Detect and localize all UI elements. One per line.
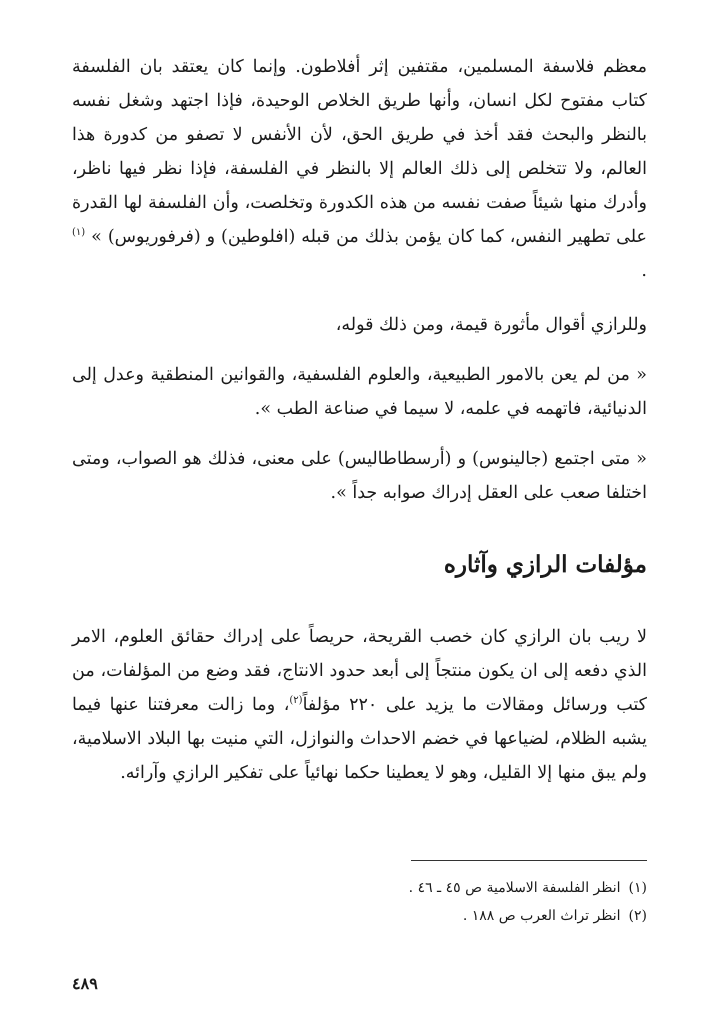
section-heading: مؤلفات الرازي وآثاره (443, 551, 647, 578)
footnote-ref-2: (٢) (289, 695, 303, 707)
footnote-divider (411, 860, 647, 861)
footnote-2 (463, 904, 647, 928)
paragraph-text: معظم فلاسفة المسلمين، مقتفين إثر أفلاطون. وإنما كان يعتقد بان الفلسفة كتاب مفتوح لكل انسان، وأنها طريق الخلاص الوحيدة، فإذا اجتهد وشغل نفسه بالنظر والبحث فقد أخذ في طريق الحق، لأن الأنفس لا تصفو من كدورة هذا العالم، ولا تتخلص إلى ذلك العالم إلا بالنظر في الفلسفة، فإذا نظر فيها ناظر، وأدرك منها شيئاً صفت نفسه من هذه الكدورة وتخلصت، وأن الفلسفة لها القدرة على تطهير النفس، كما كان يؤمن بذلك من قبله (افلوطين) و (فرفوريوس) » (72, 57, 647, 247)
paragraph-philosophy (72, 50, 647, 288)
paragraph-tail: . (641, 261, 647, 281)
quote-second: « متى اجتمع (جالينوس) و (أرسطاطاليس) على معنى، فذلك هو الصواب، ومتى اختلفا صعب على العقل إدراك صوابه جداً ». (72, 449, 647, 503)
footnote-1 (409, 876, 647, 900)
footnote-ref-1: (١) (72, 227, 86, 239)
page-number: ٤٨٩ (72, 974, 98, 993)
footnote-text: انظر الفلسفة الاسلامية ص ٤٥ ـ ٤٦ . (408, 880, 621, 896)
paragraph-tail: ، وما زالت معرفتنا عنها فيما يشبه الظلام، لضياعها في خضم الاحداث والنوازل، التي منيت بها البلاد الاسلامية، ولم يبق منها إلا القليل، وهو لا يعطينا حكما نهائياً على تفكير الرازي وآرائه. (72, 695, 647, 783)
paragraph-text: لا ريب بان الرازي كان خصب القريحة، حريصاً على إدراك حقائق العلوم، الامر الذي دفعه إلى ان يكون منتجاً إلى أبعد حدود الانتاج، فقد وضع من المؤلفات، من كتب ورسائل ومقالات ما يزيد على ٢٢٠ مؤلفاً (72, 627, 647, 715)
footnote-text: انظر تراث العرب ص ١٨٨ . (462, 908, 621, 924)
quote-first: « من لم يعن بالامور الطبيعية، والعلوم الفلسفية، والقوانين المنطقية وعدل إلى الدنيائية، فاتهمه في علمه، لا سيما في صناعة الطب ». (72, 365, 647, 419)
footnote-number: (٢) (628, 908, 647, 924)
footnote-number: (١) (628, 880, 647, 896)
paragraph-sayings-intro: وللرازي أقوال مأثورة قيمة، ومن ذلك قوله، (335, 315, 647, 335)
paragraph-works (72, 620, 647, 790)
